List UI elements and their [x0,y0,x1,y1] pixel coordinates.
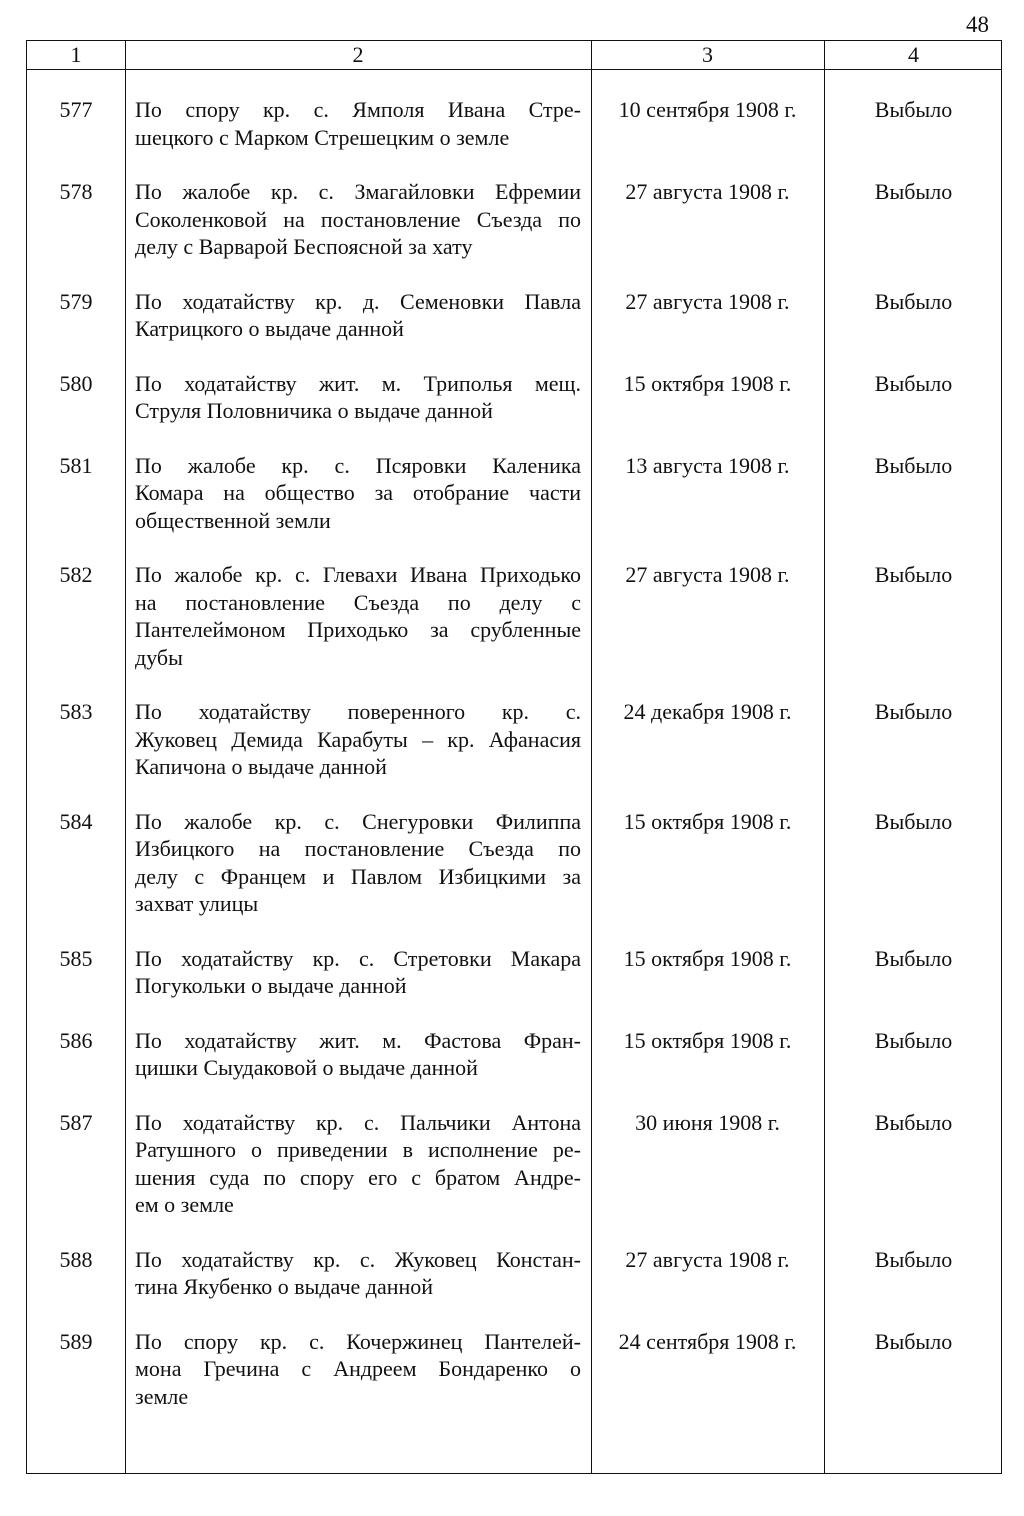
description-line: По ходатайству поверенного кр. с. [135,699,581,724]
case-number: 589 [59,1328,93,1354]
case-date: 27 августа 1908 г. [625,1246,790,1272]
description-line: Комара на общество за отобрание части [135,480,581,505]
case-number: 581 [59,452,93,478]
table-row [27,96,1001,151]
description-line: земле [135,1383,189,1409]
header-col-2: 2 [352,42,364,67]
description-line: Избицкого на постановление Съезда по [135,836,581,861]
table-row [27,1328,1001,1411]
table-row [27,945,1001,1000]
case-number: 577 [59,97,93,122]
description-line: Струля Половничика о выдаче данной [135,398,493,423]
case-status: Выбыло [874,1027,953,1053]
table-row [27,452,1001,535]
description-line: По жалобе кр. с. Змагайловки Ефремии [135,179,581,204]
description-line: делу с Францем и Павлом Избицкими за [135,863,581,889]
description-line: По ходатайству кр. с. Стретовки Макара [135,945,581,971]
description-line: шецкого с Марком Стрешецким о земле [135,124,510,150]
case-date: 10 сентября 1908 г. [618,97,797,122]
table-row [27,1246,1001,1301]
case-description [135,1328,581,1411]
description-line: Капичона о выдаче данной [135,754,387,779]
case-number: 584 [59,808,93,834]
case-date: 27 августа 1908 г. [625,179,790,204]
case-status: Выбыло [874,370,953,396]
description-line: Ратушного о приведении в исполнение ре- [135,1137,581,1162]
description-line: По спору кр. с. Ямполя Ивана Стре- [135,97,581,122]
case-number: 587 [59,1109,93,1135]
header-col-4: 4 [908,42,919,67]
case-description [135,808,581,918]
description-line: По ходатайству жит. м. Триполья мещ. [135,370,581,396]
description-line: ем о земле [135,1192,234,1217]
page-number: 48 [966,12,989,37]
case-status: Выбыло [874,562,953,587]
table-row [27,288,1001,343]
table-row [27,698,1001,781]
description-line: Погукольки о выдаче данной [135,973,407,998]
case-description [135,370,581,425]
case-description [135,698,581,781]
case-status: Выбыло [874,288,953,314]
case-date: 13 августа 1908 г. [625,452,790,478]
case-status: Выбыло [874,179,953,204]
description-line: на постановление Съезда по делу с [135,589,581,615]
case-number: 578 [59,179,93,204]
description-line: шения суда по спору его с братом Андре- [135,1164,581,1190]
table-row [27,370,1001,425]
case-status: Выбыло [874,945,953,971]
description-line: По спору кр. с. Кочержинец Пантелей- [135,1328,581,1354]
description-line: мона Гречина с Андреем Бондаренко о [135,1356,581,1381]
case-date: 24 декабря 1908 г. [623,699,792,724]
case-description [135,945,581,1000]
case-date: 27 августа 1908 г. [625,562,790,587]
description-line: цишки Сыудаковой о выдаче данной [135,1055,478,1080]
description-line: По жалобе кр. с. Псяровки Каленика [135,452,581,478]
case-description [135,96,581,151]
case-description [135,1027,581,1082]
case-number: 582 [59,562,93,587]
case-date: 15 октября 1908 г. [623,945,792,971]
table-row [27,561,1001,671]
description-line: захват улицы [135,891,259,916]
case-status: Выбыло [874,1328,953,1354]
case-status: Выбыло [874,452,953,478]
header-col-3: 3 [702,42,713,67]
case-description [135,561,581,671]
case-status: Выбыло [874,1109,953,1135]
case-number: 583 [59,699,93,724]
description-line: По ходатайству кр. с. Пальчики Антона [135,1109,581,1135]
case-description [135,1246,581,1301]
case-date: 15 октября 1908 г. [623,808,792,834]
case-description [135,452,581,535]
table-row [27,1027,1001,1082]
case-number: 585 [59,945,93,971]
description-line: По ходатайству кр. с. Жуковец Констан- [135,1246,581,1272]
table-header [27,41,1001,70]
description-line: делу с Варварой Беспоясной за хату [135,234,473,259]
case-date: 27 августа 1908 г. [625,288,790,314]
description-line: Соколенковой на постановление Съезда по [135,206,581,232]
description-line: общественной земли [135,507,331,533]
description-line: Жуковец Демида Карабуты – кр. Афанасия [135,726,581,752]
case-number: 580 [59,370,93,396]
description-line: Катрицкого о выдаче данной [135,316,404,341]
case-number: 588 [59,1246,93,1272]
case-description [135,1109,581,1219]
description-line: тина Якубенко о выдаче данной [135,1274,434,1299]
register-table [26,40,1002,1474]
table-row [27,178,1001,261]
table-row [27,808,1001,918]
case-status: Выбыло [874,699,953,724]
description-line: По жалобе кр. с. Снегуровки Филиппа [135,808,581,834]
case-date: 24 сентября 1908 г. [618,1328,797,1354]
case-status: Выбыло [874,97,953,122]
case-status: Выбыло [874,1246,953,1272]
case-status: Выбыло [874,808,953,834]
table-body [27,96,1001,1437]
table-row [27,1109,1001,1219]
description-line: Пантелеймоном Приходько за срубленные [135,617,581,642]
case-description [135,288,581,343]
case-date: 15 октября 1908 г. [623,370,792,396]
description-line: дубы [135,644,183,670]
case-date: 15 октября 1908 г. [623,1027,792,1053]
case-date: 30 июня 1908 г. [635,1109,780,1135]
description-line: По ходатайству кр. д. Семеновки Павла [135,288,581,314]
description-line: По жалобе кр. с. Глевахи Ивана Приходько [135,562,581,587]
case-number: 586 [59,1027,93,1053]
case-description [135,178,581,261]
description-line: По ходатайству жит. м. Фастова Фран- [135,1027,581,1053]
header-col-1: 1 [70,42,82,67]
case-number: 579 [59,288,93,314]
